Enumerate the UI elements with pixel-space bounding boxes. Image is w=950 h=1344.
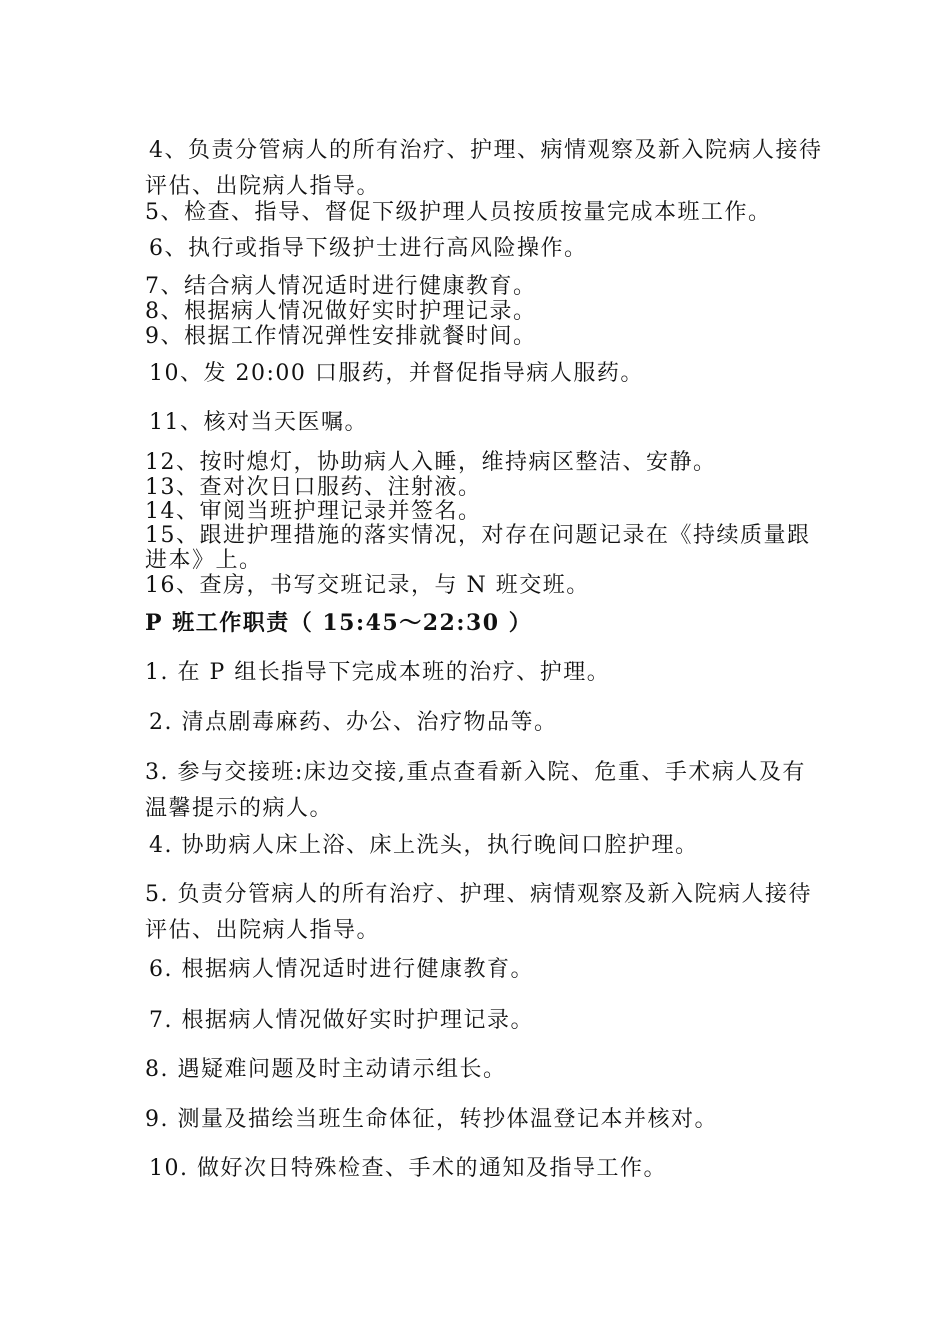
p-duty-item-7: 7. 根据病人情况做好实时护理记录。 xyxy=(149,1008,534,1033)
duty-item-4: 4、负责分管病人的所有治疗、护理、病情观察及新入院病人接待 xyxy=(149,138,823,163)
p-duty-item-4: 4. 协助病人床上浴、床上洗头，执行晚间口腔护理。 xyxy=(149,833,699,858)
duty-item-4-continued: 评估、出院病人指导。 xyxy=(145,174,381,199)
duty-item-12: 12、按时熄灯，协助病人入睡，维持病区整洁、安静。 xyxy=(145,450,717,475)
p-duty-item-3-continued: 温馨提示的病人。 xyxy=(145,796,334,821)
p-duty-item-1: 1. 在 P 组长指导下完成本班的治疗、护理。 xyxy=(145,660,611,685)
p-duty-item-2: 2. 清点剧毒麻药、办公、治疗物品等。 xyxy=(149,710,558,735)
duty-item-6: 6、执行或指导下级护士进行高风险操作。 xyxy=(149,236,588,261)
p-duty-item-3: 3. 参与交接班:床边交接,重点查看新入院、危重、手术病人及有 xyxy=(145,760,806,785)
duty-item-14: 14、审阅当班护理记录并签名。 xyxy=(145,499,482,524)
duty-item-8: 8、根据病人情况做好实时护理记录。 xyxy=(145,299,537,324)
p-duty-item-10: 10. 做好次日特殊检查、手术的通知及指导工作。 xyxy=(149,1156,667,1181)
duty-item-7: 7、结合病人情况适时进行健康教育。 xyxy=(145,274,537,299)
section-heading: P 班工作职责（ 15:45～22:30 ） xyxy=(145,610,533,636)
duty-item-9: 9、根据工作情况弹性安排就餐时间。 xyxy=(145,324,537,349)
duty-item-5: 5、检查、指导、督促下级护理人员按质按量完成本班工作。 xyxy=(145,200,772,225)
p-duty-item-6: 6. 根据病人情况适时进行健康教育。 xyxy=(149,957,534,982)
duty-item-15: 15、跟进护理措施的落实情况，对存在问题记录在《持续质量跟 xyxy=(145,523,811,548)
p-duty-item-5: 5. 负责分管病人的所有治疗、护理、病情观察及新入院病人接待 xyxy=(145,882,812,907)
duty-item-13: 13、查对次日口服药、注射液。 xyxy=(145,475,482,500)
p-duty-item-8: 8. 遇疑难问题及时主动请示组长。 xyxy=(145,1057,507,1082)
duty-item-10: 10、发 20:00 口服药，并督促指导病人服药。 xyxy=(149,361,644,386)
p-duty-item-9: 9. 测量及描绘当班生命体征，转抄体温登记本并核对。 xyxy=(145,1107,718,1132)
duty-item-15-continued: 进本》上。 xyxy=(145,548,263,573)
p-duty-item-5-continued: 评估、出院病人指导。 xyxy=(145,918,381,943)
duty-item-16: 16、查房，书写交班记录，与 N 班交班。 xyxy=(145,573,590,598)
duty-item-11: 11、核对当天医嘱。 xyxy=(149,410,368,435)
